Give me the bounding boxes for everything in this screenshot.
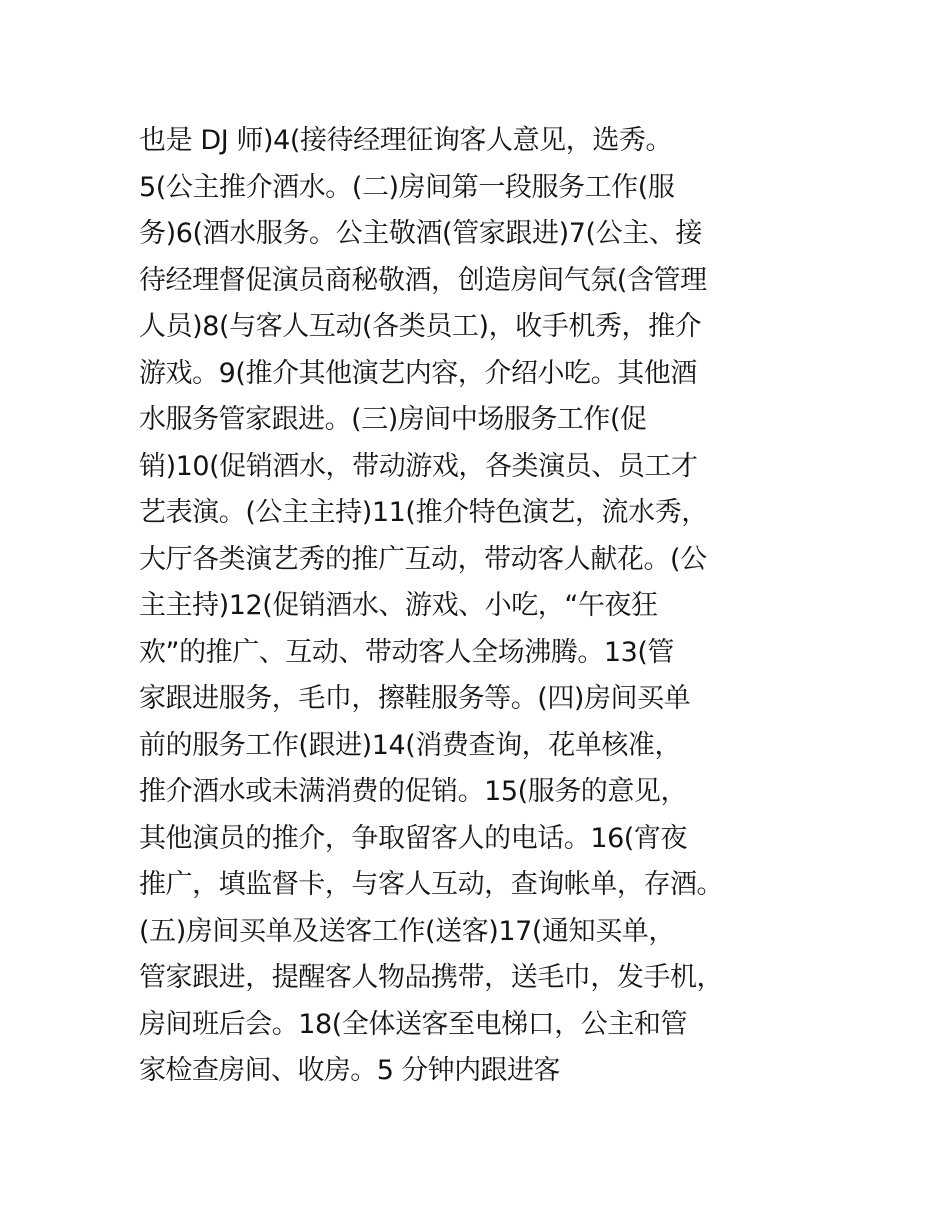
text-line-1: 也是 DJ 师)4(接待经理征询客人意见，选秀。 — [139, 125, 673, 156]
text-line-15: 推介酒水或未满消费的促销。15(服务的意见， — [139, 776, 687, 807]
text-line-13: 家跟进服务，毛巾，擦鞋服务等。(四)房间买单 — [139, 683, 691, 714]
text-line-10: 大厅各类演艺秀的推广互动，带动客人献花。(公 — [139, 543, 707, 575]
text-line-11: 主主持)12(促销酒水、游戏、小吃，“午夜狂 — [139, 590, 658, 621]
text-line-19: 管家跟进，提醒客人物品携带，送毛巾，发手机， — [139, 962, 724, 993]
text-line-21: 家检查房间、收房。5 分钟内跟进客 — [139, 1055, 560, 1086]
text-line-4: 待经理督促演员商秘敬酒，创造房间气氛(含管理 — [139, 264, 707, 296]
text-line-7: 水服务管家跟进。(三)房间中场服务工作(促 — [139, 404, 647, 435]
text-line-2: 5(公主推介酒水。(二)房间第一段服务工作(服 — [139, 171, 675, 203]
text-line-17: 推广，填监督卡，与客人互动，查询帐单，存酒。 — [139, 869, 724, 900]
text-line-8: 销)10(促销酒水，带动游戏，各类演员、员工才 — [139, 450, 698, 482]
text-line-12: 欢”的推广、互动、带动客人全场沸腾。13(管 — [139, 636, 674, 668]
text-line-3: 务)6(酒水服务。公主敬酒(管家跟进)7(公主、接 — [139, 218, 703, 249]
text-line-5: 人员)8(与客人互动(各类员工)，收手机秀，推介 — [139, 311, 702, 342]
text-line-20: 房间班后会。18(全体送客至电梯口，公主和管 — [139, 1008, 687, 1040]
text-line-16: 其他演员的推介，争取留客人的电话。16(宵夜 — [139, 822, 687, 854]
text-line-6: 游戏。9(推介其他演艺内容，介绍小吃。其他酒 — [139, 357, 697, 389]
body-text — [139, 118, 839, 1095]
text-line-14: 前的服务工作(跟进)14(消费查询，花单核准， — [139, 729, 682, 761]
text-line-18: (五)房间买单及送客工作(送客)17(通知买单， — [139, 915, 675, 947]
text-line-9: 艺表演。(公主主持)11(推介特色演艺，流水秀， — [139, 497, 708, 528]
